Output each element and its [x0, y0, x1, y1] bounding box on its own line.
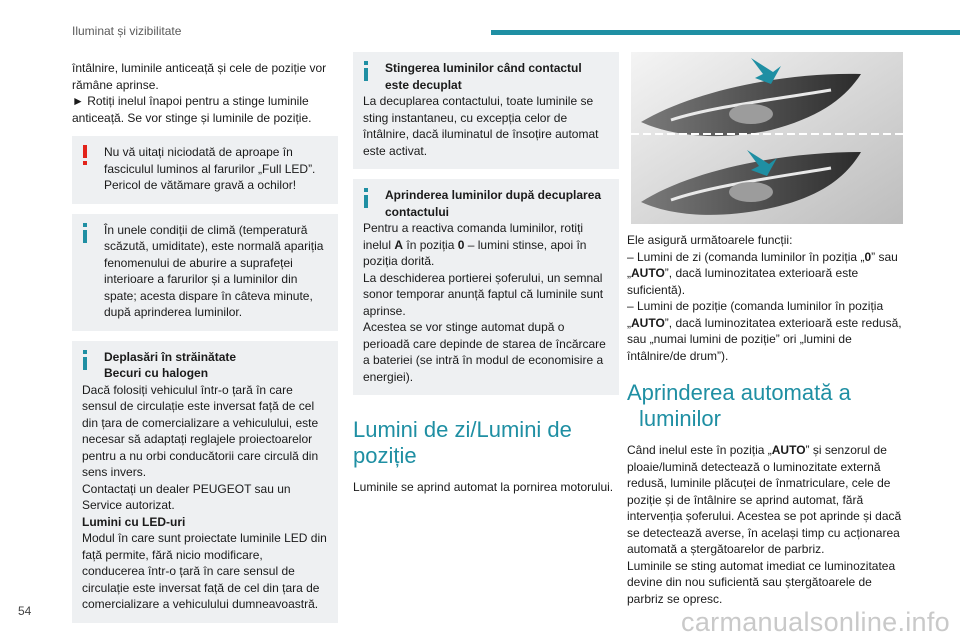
info-box: [353, 179, 619, 395]
section-heading: Lumini de zi/Lumini de poziție: [353, 417, 572, 468]
warning-icon: [82, 145, 88, 165]
info-icon: [363, 188, 369, 208]
info-text: Contactați un dealer PEUGEOT sau un Service autorizat.: [82, 481, 291, 512]
info-subtitle: Becuri cu halogen: [104, 366, 209, 380]
info-title: Deplasări în străinătate: [104, 349, 237, 364]
info-box: [72, 214, 338, 331]
info-box: [353, 52, 619, 169]
info-icon: [363, 61, 369, 81]
header-accent-bar: [491, 30, 960, 35]
info-title: Stingerea luminilor când contactul este decuplat: [385, 61, 582, 92]
info-icon: [82, 350, 88, 370]
info-text: Dacă folosiți vehiculul într-o țară în care sensul de circulație este inversat față de cel din țara de comercializare a vehiculului, este necesar să adaptați reglajele proiectoarelor pentru a nu orbi conducătorii care circulă din sens invers.: [82, 382, 319, 479]
paragraph: ► Rotiți inelul înapoi pentru a stinge luminile anticeață. Se vor stinge și luminile de poziție.: [72, 94, 312, 125]
info-text: Modul în care sunt proiectate luminile LED din față permite, fără nicio modificare, conducerea într-o țară în care sensul de circulație este inversat față de cel din țara de comercializare a vehiculului dumneavoastră.: [82, 531, 327, 611]
watermark: carmanualsonline.info: [681, 607, 950, 637]
column-3: [627, 52, 903, 607]
column-1: [72, 60, 338, 623]
paragraph: Când inelul este în poziția „AUTO” și senzorul de ploaie/lumină detectează o luminozitate externă redusă, luminile plăcuței de înmatriculare, cele de poziție și de întâlnire se aprind automat, fără intervenția șoferului. Acestea se pot aprinde și dacă se detectează averse, în același timp cu acționarea automată a ștergătoarelor de parbriz.: [627, 443, 902, 556]
running-header: Iluminat și vizibilitate: [72, 24, 182, 38]
paragraph: – Lumini de zi (comanda luminilor în poziția „0” sau „AUTO”, dacă luminozitatea exterioară este suficientă).: [627, 249, 898, 297]
info-subtitle: Lumini cu LED-uri: [82, 514, 186, 529]
info-text: La decuplarea contactului, toate luminile se sting instantaneu, cu excepția celor de întâlnire, dacă iluminatul de însoțire automat este activat.: [363, 94, 599, 158]
column-2: [353, 52, 619, 496]
info-title: Aprinderea luminilor după decuplarea contactului: [385, 188, 602, 219]
page-number: 54: [18, 604, 32, 618]
info-text: La deschiderea portierei șoferului, un semnal sonor temporar anunță faptul că luminile sunt aprinse.: [363, 270, 604, 318]
section-heading: Aprinderea automată a luminilor: [627, 380, 851, 431]
paragraph: Luminile se sting automat imediat ce luminozitatea devine din nou suficientă sau ștergătoarele de parbriz se opresc.: [627, 558, 896, 606]
paragraph: întâlnire, luminile anticeață și cele de poziție vor rămâne aprinse.: [72, 61, 327, 92]
paragraph: – Lumini de poziție (comanda luminilor în poziția „AUTO”, dacă luminozitatea exterioară este redusă, sau „numai lumini de poziție” ori „lumini de întâlnire/de drum”).: [627, 299, 902, 363]
warning-text: Nu vă uitați niciodată de aproape în fasciculul luminos al farurilor „Full LED”. Pericol de vătămare gravă a ochilor!: [104, 145, 316, 192]
info-text: Pentru a reactiva comanda luminilor, rotiți inelul A în poziția 0 – lumini stinse, apoi în poziția dorită.: [363, 221, 587, 268]
paragraph: Luminile se aprind automat la pornirea motorului.: [353, 480, 614, 494]
headlight-illustration-icon: [631, 52, 903, 224]
info-icon: [82, 223, 88, 243]
warning-box: [72, 136, 338, 204]
info-text: În unele condiții de climă (temperatură scăzută, umiditate), este normală apariția fenomenului de aburire a suprafeței interioare a farurilor și a luminilor din spate; acesta dispare în câteva minute, după aprinderea luminilor.: [104, 222, 324, 319]
paragraph: Ele asigură următoarele funcții:: [627, 233, 793, 247]
info-box: [72, 341, 338, 623]
info-text: Acestea se vor stinge automat după o perioadă care depinde de starea de încărcare a bateriei (se intră în modul de economisire a energiei).: [363, 320, 606, 384]
